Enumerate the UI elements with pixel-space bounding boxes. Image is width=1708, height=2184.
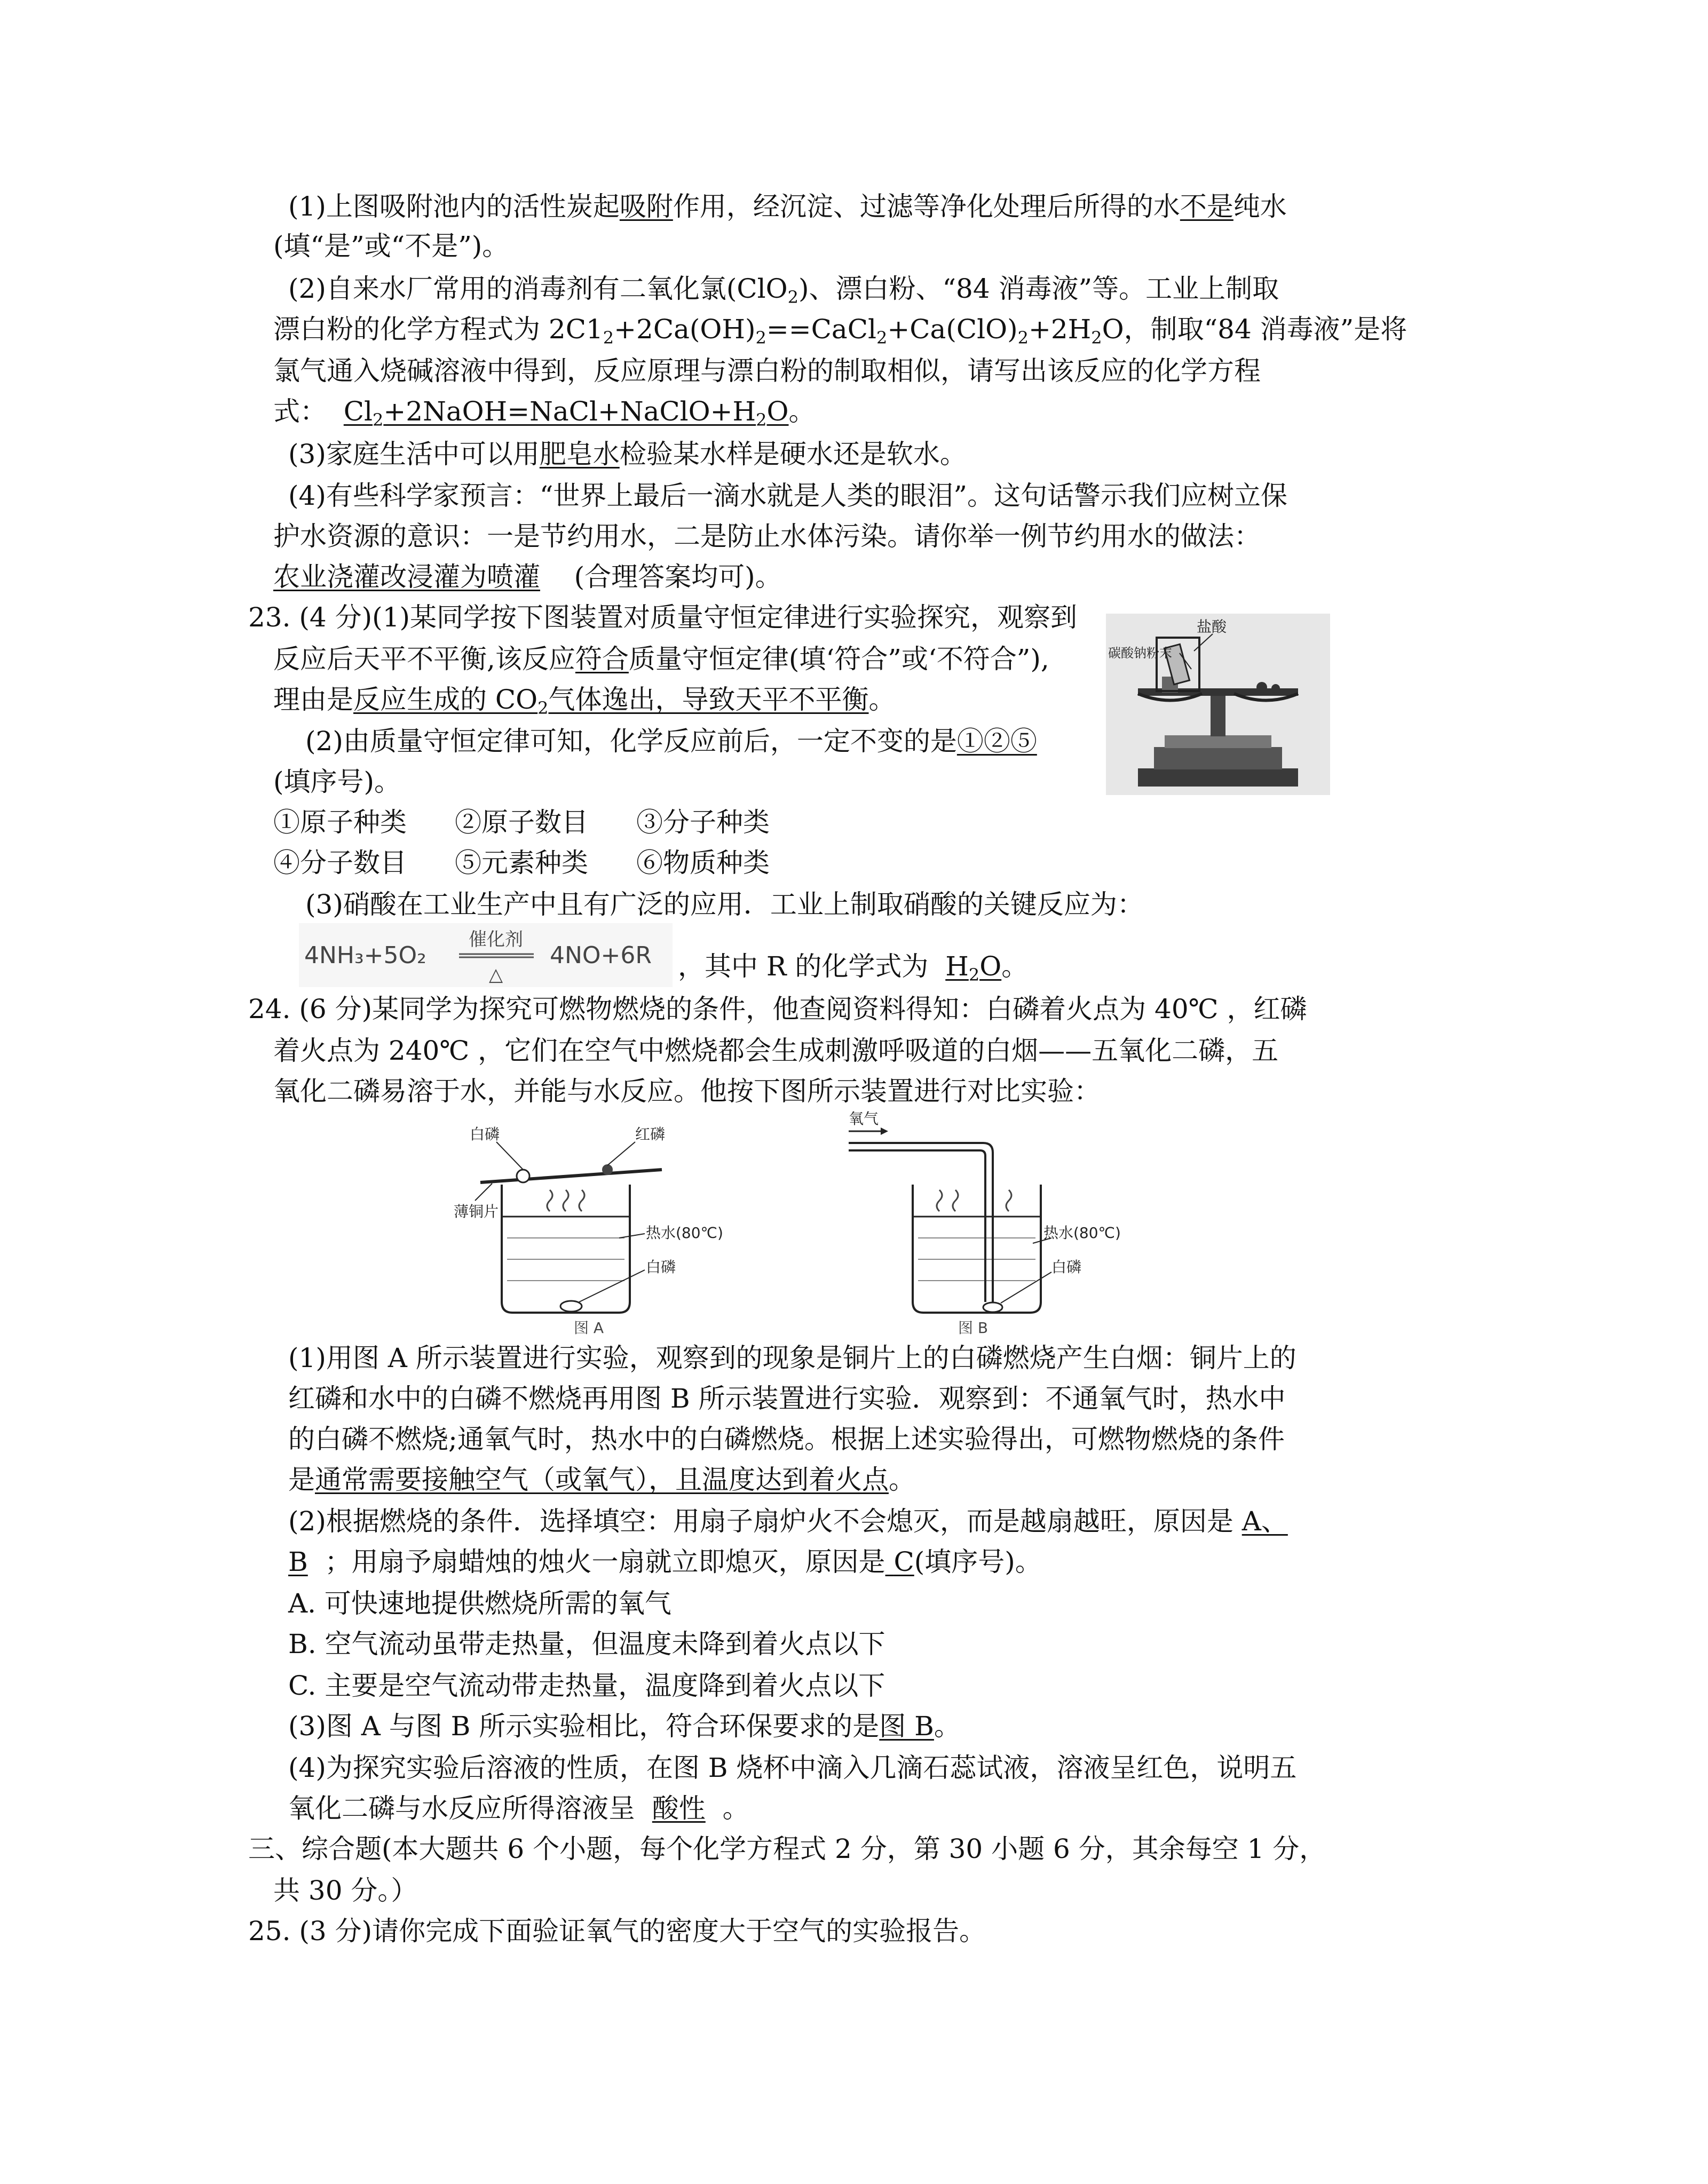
q24-part1-line2: 红磷和水中的白磷不燃烧再用图 B 所示装置进行实验．观察到：不通氧气时，热水中 [288,1383,1286,1414]
figure-a [454,1110,758,1337]
q22-part2-line4 [273,392,1303,431]
text: +2Ca(OH) [614,314,756,345]
text: 检验某水样是硬水还是软水。 [619,439,967,470]
answer-blank [353,684,869,718]
text: 反应生成的 CO [353,684,538,715]
option: ③分子种类 [636,807,770,838]
q22-part1-line2: (填“是”或“不是”)。 [273,231,509,261]
q24-choice-a: A. 可快速地提供燃烧所需的氧气 [288,1588,671,1619]
text: 。 [1001,951,1029,982]
answer-blank: 肥皂水 [539,439,620,470]
text: 漂白粉的化学方程式为 2C1 [273,314,603,345]
q22-part2-line2 [273,309,1407,349]
q24-part1-line4 [288,1460,1318,1499]
text: O [979,951,1002,982]
q24-part4-line2 [288,1789,1318,1828]
equation-catalyst: 催化剂 [469,929,523,950]
q22-part2-line1 [288,269,1318,308]
text: C [893,1546,914,1577]
label-white-phosphorus: 白磷 [470,1125,500,1143]
label-hot-water: 热水(80℃) [1043,1224,1121,1242]
figure-a-caption: 图 A [574,1319,604,1337]
subscript: 2 [876,328,888,348]
answer-blank: 不是 [1180,191,1233,222]
subscript: 2 [603,328,614,348]
text: (3)图 A 与图 B 所示实验相比，符合环保要求的是 [288,1711,880,1742]
text: O，制取“84 消毒液”是将 [1102,314,1407,345]
text: (填序号)。 [914,1546,1042,1577]
q22-part2-line3: 氯气通入烧碱溶液中得到，反应原理与漂白粉的制取相似，请写出该反应的化学方程 [273,355,1261,386]
text: 。 [889,1464,915,1495]
answer-blank: 符合 [575,644,629,674]
text: (3)家庭生活中可以用 [288,439,540,470]
q22-part4-line2: 护水资源的意识：一是节约用水，二是防止水体污染。请你举一例节约用水的做法： [273,521,1261,552]
answer-blank: 农业浇灌改浸灌为喷灌 [273,561,540,592]
section3-heading-line1: 三、综合题(本大题共 6 个小题，每个化学方程式 2 分，第 30 小题 6 分，其余每空 1 分， [248,1833,1326,1864]
q22-part4-line3 [273,557,1303,597]
answer-blank: 吸附 [619,191,673,222]
text: +2H [1028,314,1092,345]
text: +Ca(ClO) [887,314,1018,345]
text: H [945,951,969,982]
text: 。 [788,396,816,427]
label-red-phosphorus: 红磷 [635,1125,666,1143]
q25-heading: 25. (3 分)请你完成下面验证氧气的密度大于空气的实验报告。 [248,1916,986,1947]
label-copper-sheet: 薄铜片 [454,1203,499,1220]
equation-image [299,923,673,987]
q24-heading: 24. (6 分)某同学为探究可燃物燃烧的条件，他查阅资料得知：白磷着火点为 40℃ ，红磷 [248,994,1307,1025]
text: 式： [273,396,327,427]
text: O [766,396,789,427]
q24-part1-line1: (1)用图 A 所示装置进行实验，观察到的现象是铜片上的白磷燃烧产生白烟：铜片上的 [288,1343,1296,1373]
equation-heat: △ [489,964,503,986]
q23-part3-line1: (3)硝酸在工业生产中且有广泛的应用．工业上制取硝酸的关键反应为： [305,889,1144,920]
text: )、漂白粉、“84 消毒液”等。工业上制取 [798,273,1279,304]
q24-line2: 着火点为 240℃ ，它们在空气中燃烧都会生成刺激呼吸道的白烟——五氧化二磷，五 [273,1035,1279,1066]
figure-b [833,1110,1121,1337]
text: (合理答案均可)。 [574,561,782,592]
text: ==CaCl [766,314,876,345]
q24-part3 [288,1706,1318,1746]
q24-part2-line2 [288,1542,1318,1582]
q23-part2-line2: (填序号)。 [273,766,401,797]
text: (2)根据燃烧的条件．选择填空：用扇子扇炉火不会熄灭，而是越扇越旺，原因是 [288,1506,1233,1537]
answer-blank: 图 B [879,1711,934,1742]
text: 质量守恒定律(填‘符合”或‘不符合”), [628,644,1049,674]
answer-blank: 酸性 [652,1793,706,1824]
text: 。 [934,1711,961,1742]
answer-blank [885,1546,914,1577]
q23-heading: 23. (4 分)(1)某同学按下图装置对质量守恒定律进行实验探究，观察到 [248,602,1077,633]
text: 气体逸出，导致天平不平衡 [548,684,869,715]
option: ④分子数目 [273,847,407,878]
subscript: 2 [373,410,384,430]
text: (2)自来水厂常用的消毒剂有二氧化氯(ClO [288,273,788,304]
q24-choice-c: C. 主要是空气流动带走热量，温度降到着火点以下 [288,1670,885,1701]
equation-right: 4NO+6R [550,942,652,969]
subscript: 2 [537,698,549,718]
figure-b-caption: 图 B [958,1319,989,1337]
subscript: 2 [755,328,766,348]
q23-part3-line2 [678,947,1708,986]
text: ，其中 R 的化学式为 [678,951,929,982]
q24-line3: 氧化二磷易溶于水，并能与水反应。他按下图所示装置进行对比实验： [273,1076,1101,1107]
q22-part1-line1 [288,187,1318,226]
option: ②原子数目 [455,807,588,838]
subscript: 2 [1017,328,1029,348]
q24-choice-b: B. 空气流动虽带走热量，但温度未降到着火点以下 [288,1629,885,1659]
text: ；用扇予扇蜡烛的烛火一扇就立即熄灭，原因是 [325,1546,885,1577]
equation-left: 4NH₃+5O₂ [304,942,426,969]
text: 氧化二磷与水反应所得溶液呈 [288,1793,635,1824]
option: ①原子种类 [273,807,407,838]
text: 。 [722,1793,749,1824]
label-hot-water: 热水(80℃) [646,1224,723,1242]
q23-options-row2 [273,843,1303,883]
text: 作用，经沉淀、过滤等净化处理后所得的水 [673,191,1180,222]
q24-part2-line1 [288,1502,1318,1541]
label-white-phosphorus: 白磷 [1051,1258,1082,1276]
text: Cl [343,396,373,427]
text: (1)上图吸附池内的活性炭起 [288,191,620,222]
balance-figure [1106,614,1330,795]
answer-blank: A、 [1242,1506,1288,1537]
answer-equation [343,396,789,430]
option: ⑤元素种类 [455,847,588,878]
subscript: 2 [787,287,798,307]
text: 纯水 [1233,191,1287,222]
q23-options-row1 [273,803,1303,842]
answer-blank [945,951,1002,985]
label-acid: 盐酸 [1197,618,1227,636]
q22-part4-line1: (4)有些科学家预言：“世界上最后一滴水就是人类的眼泪”。这句话警示我们应树立保 [288,480,1287,511]
text: 反应后天平不平衡,该反应 [273,644,575,674]
text: 。 [868,684,896,715]
label-oxygen: 氧气 [849,1110,879,1127]
q24-part1-line3: 的白磷不燃烧;通氧气时，热水中的白磷燃烧。根据上述实验得出，可燃物燃烧的条件 [288,1424,1285,1455]
label-white-phosphorus-water: 白磷 [646,1258,676,1276]
answer-blank: 通常需要接触空气（或氧气），且温度达到着火点 [315,1464,889,1495]
text: 理由是 [273,684,353,715]
text: (2)由质量守恒定律可知，化学反应前后，一定不变的是 [305,726,957,757]
label-powder: 碳酸钠粉末 [1108,646,1172,661]
q22-part3 [288,434,1318,474]
text: +2NaOH=NaCl+NaClO+H [383,396,756,427]
option: ⑥物质种类 [636,847,770,878]
subscript: 2 [756,410,767,430]
answer-blank: B [288,1546,308,1577]
answer-blank: ①②⑤ [956,726,1037,757]
section3-heading-line2: 共 30 分。） [273,1875,418,1906]
text: 是 [288,1464,315,1495]
subscript: 2 [1091,328,1102,348]
q24-part4-line1: (4)为探究实验后溶液的性质，在图 B 烧杯中滴入几滴石蕊试液，溶液呈红色，说明五 [288,1752,1297,1783]
subscript: 2 [968,965,980,985]
